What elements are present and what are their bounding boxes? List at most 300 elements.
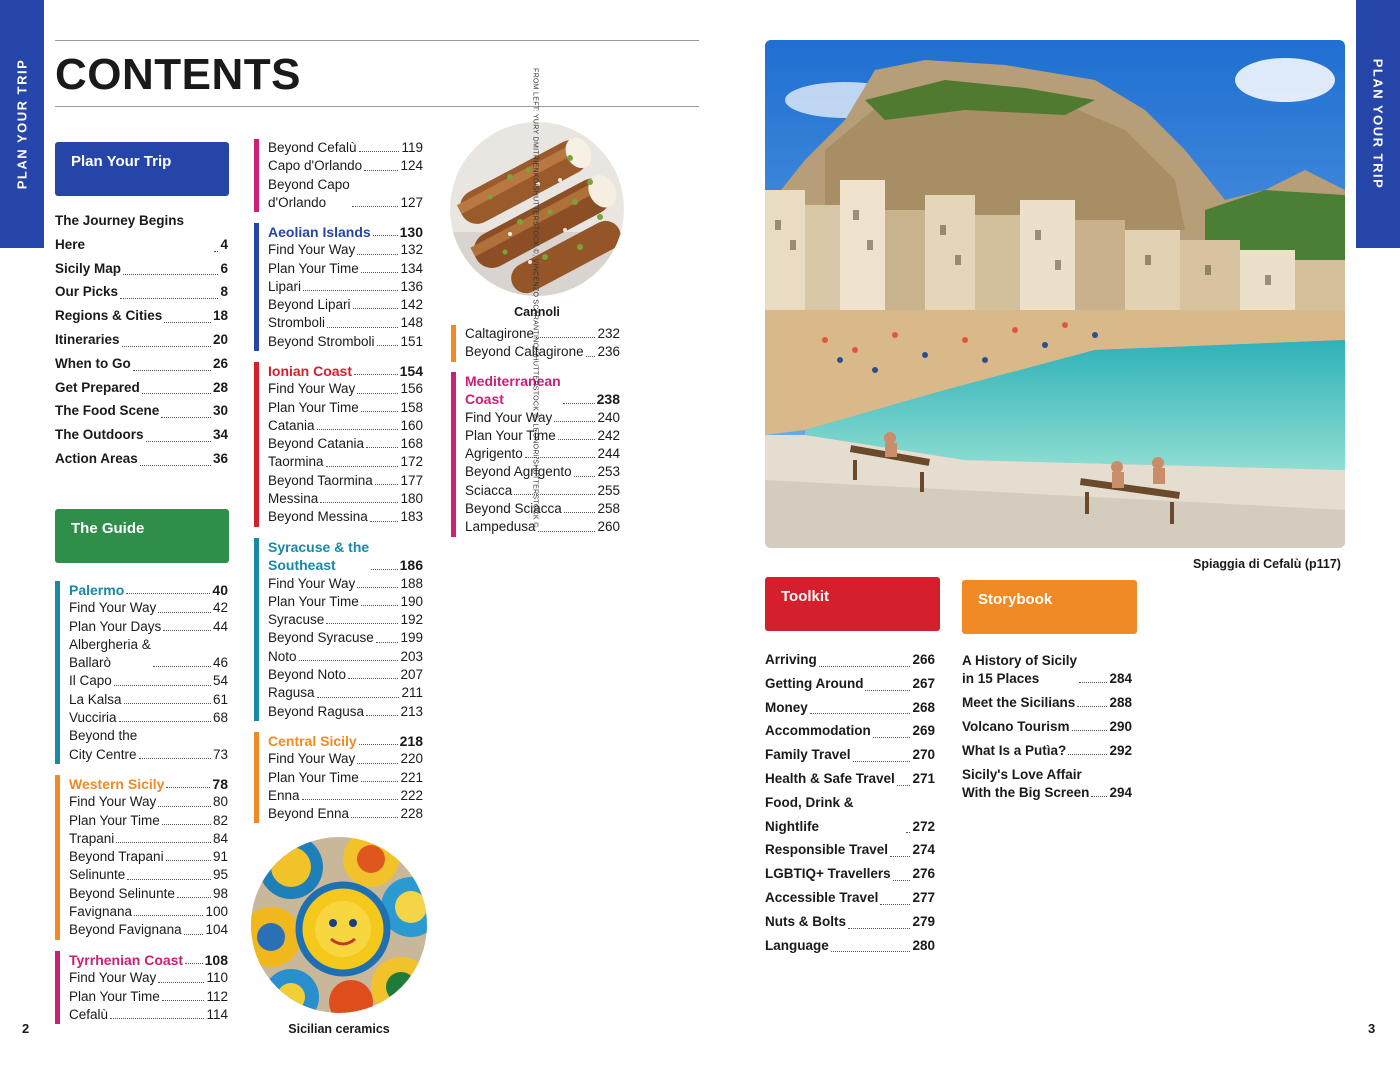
toc-entry-page: 136 — [400, 278, 423, 294]
toc-entry-label: Plan Your Time — [268, 769, 359, 785]
photo-credit-text: FROM LEFT: YURY DMITRIENKO/SHUTTERSTOCK ©, VINCENZO SCARANTINO/SHUTTERSTOCK ©, LEONORI/SHUTTERSTOCK © — [531, 68, 539, 528]
dot-leader — [153, 666, 211, 667]
toc-entry-label: Accommodation — [765, 723, 871, 739]
toc-entry[interactable] — [268, 296, 423, 314]
toc-entry[interactable] — [465, 325, 620, 343]
toc-entry[interactable] — [268, 508, 423, 526]
toc-entry-label: What Is a Putìa? — [962, 743, 1067, 758]
toc-entry-page: 104 — [205, 922, 228, 938]
toc-entry-page: 124 — [400, 158, 423, 174]
toc-entry[interactable] — [268, 732, 423, 750]
toc-entry-page: 44 — [212, 618, 228, 634]
toc-entry[interactable] — [268, 629, 423, 647]
toc-entry[interactable] — [465, 500, 620, 518]
toc-entry-label: Beyond Enna — [268, 806, 350, 822]
group-palermo — [55, 581, 228, 764]
toc-entry-page: 30 — [212, 403, 228, 419]
toc-entry-label: Stromboli — [268, 315, 326, 331]
toc-entry-label: Central Sicily — [268, 733, 357, 749]
toc-entry-label: The Food Scene — [55, 403, 160, 419]
toc-entry-label: Find Your Way — [465, 409, 553, 425]
toc-entry-label: Lipari — [268, 278, 302, 294]
toc-entry-label: Il Capo — [69, 673, 112, 689]
section-color-bar — [254, 732, 259, 823]
toc-entry[interactable] — [268, 176, 423, 213]
dot-leader — [371, 569, 397, 570]
toc-entry-page: 26 — [212, 355, 228, 371]
toc-entry-label: Health & Safe Travel — [765, 770, 895, 786]
toc-entry-label: Syracuse — [268, 612, 325, 628]
dot-leader — [865, 690, 910, 691]
dot-leader — [133, 370, 211, 371]
toc-entry[interactable] — [55, 376, 228, 400]
toc-entry-label: Ionian Coast — [268, 363, 353, 379]
toc-entry[interactable] — [465, 372, 620, 409]
toc-entry-label: Regions & Cities — [55, 308, 163, 324]
toolkit-header[interactable] — [765, 577, 940, 631]
toc-entry-label: Arriving — [765, 652, 817, 667]
dot-leader — [114, 685, 211, 686]
toc-entry-page: 54 — [212, 673, 228, 689]
toc-entry-label: Our Picks — [55, 284, 119, 300]
toc-entry-page: 80 — [212, 794, 228, 810]
side-tab-right — [1356, 0, 1400, 248]
toc-entry[interactable] — [268, 666, 423, 684]
dot-leader — [1079, 682, 1107, 683]
dot-leader — [558, 439, 596, 440]
toc-entry-page: 268 — [912, 699, 935, 715]
toc-entry[interactable] — [962, 718, 1132, 736]
toc-entry[interactable] — [465, 427, 620, 445]
toc-entry[interactable] — [55, 304, 228, 328]
dot-leader — [1091, 796, 1107, 797]
toc-entry[interactable] — [268, 703, 423, 721]
toc-entry-label: Beyond Trapani — [69, 849, 164, 865]
toc-entry-page: 177 — [400, 472, 423, 488]
toc-entry[interactable] — [69, 921, 228, 939]
section-color-bar — [254, 538, 259, 721]
toc-entry-label: The Journey Begins Here — [55, 213, 185, 252]
toc-entry-page: 238 — [596, 391, 620, 408]
toc-entry-page: 290 — [1109, 719, 1132, 734]
toc-entry-label: Plan Your Days — [69, 618, 162, 634]
toc-entry[interactable] — [69, 812, 228, 830]
group-ionian-coast — [254, 362, 423, 527]
toc-entry-page: 68 — [212, 710, 228, 726]
toc-entry[interactable] — [268, 314, 423, 332]
toc-entry-page: 73 — [212, 746, 228, 762]
toc-entry[interactable] — [268, 648, 423, 666]
toc-entry[interactable] — [55, 423, 228, 447]
toc-entry[interactable] — [268, 805, 423, 823]
toc-entry[interactable] — [465, 409, 620, 427]
dot-leader — [890, 856, 910, 857]
toc-entry-page: 276 — [912, 866, 935, 882]
toc-entry-page: 84 — [212, 830, 228, 846]
toc-entry[interactable] — [268, 333, 423, 351]
dot-leader — [353, 308, 399, 309]
toc-entry[interactable] — [465, 343, 620, 361]
dot-leader — [164, 322, 211, 323]
dot-leader — [361, 411, 399, 412]
dot-leader — [514, 494, 595, 495]
dot-leader — [359, 151, 400, 152]
toc-entry-label: Ragusa — [268, 685, 315, 701]
toc-entry[interactable] — [69, 775, 228, 793]
toc-entry[interactable] — [268, 611, 423, 629]
section-label: Toolkit — [781, 588, 830, 605]
dot-leader — [375, 484, 399, 485]
toc-entry[interactable] — [69, 581, 228, 599]
toc-entry-page: 180 — [400, 491, 423, 507]
toc-entry-label: Find Your Way — [69, 600, 157, 616]
toc-entry-page: 28 — [212, 379, 228, 395]
toc-entry[interactable] — [69, 672, 228, 690]
toc-entry-page: 269 — [912, 723, 935, 739]
toc-entry-page: 158 — [400, 399, 423, 415]
toc-entry-label: Find Your Way — [268, 242, 356, 258]
toc-entry-label: Sciacca — [465, 482, 513, 498]
toc-entry-page: 203 — [400, 648, 423, 664]
dot-leader — [110, 1018, 204, 1019]
dot-leader — [848, 928, 910, 929]
toc-entry-label: Enna — [268, 787, 300, 803]
toc-entry-page: 40 — [212, 582, 228, 598]
toc-entry-page: 148 — [400, 315, 423, 331]
dot-leader — [359, 744, 398, 745]
toc-entry[interactable] — [69, 903, 228, 921]
toc-entry-page: 46 — [212, 655, 228, 671]
toc-entry-label: Taormina — [268, 454, 324, 470]
dot-leader — [214, 251, 218, 252]
toc-entry-label: Tyrrhenian Coast — [69, 952, 184, 968]
toc-entry[interactable] — [268, 472, 423, 490]
toc-entry[interactable] — [268, 241, 423, 259]
toc-entry-label: Catania — [268, 417, 315, 433]
toc-entry-page: 18 — [212, 308, 228, 324]
toc-entry-label: Beyond Taormina — [268, 472, 373, 488]
toc-entry[interactable] — [465, 482, 620, 500]
toc-entry-label: Volcano Tourism — [962, 719, 1070, 734]
toc-entry-page: 142 — [400, 297, 423, 313]
toc-entry[interactable] — [962, 694, 1132, 712]
toc-entry[interactable] — [268, 575, 423, 593]
toc-entry-label: Language — [765, 937, 829, 953]
toc-entry-page: 271 — [912, 770, 935, 786]
toc-entry[interactable] — [268, 417, 423, 435]
toc-entry-label: Beyond Catania — [268, 436, 365, 452]
section-color-bar — [254, 223, 259, 351]
section-color-bar — [254, 139, 259, 212]
toc-entry-page: 232 — [597, 326, 620, 341]
dot-leader — [366, 447, 398, 448]
toc-entry-page: 34 — [212, 427, 228, 443]
toc-entry[interactable] — [268, 787, 423, 805]
group-tyrrhenian-coast — [55, 951, 228, 1024]
toc-entry-page: 270 — [912, 747, 935, 763]
toc-entry[interactable] — [765, 672, 935, 696]
toc-entry-label: Trapani — [69, 830, 115, 846]
dot-leader — [354, 374, 398, 375]
toc-entry[interactable] — [69, 727, 228, 764]
toc-entry[interactable] — [268, 684, 423, 702]
toc-entry-page: 4 — [220, 236, 228, 252]
page-number-right: 3 — [1368, 1021, 1376, 1036]
toc-entry-label: Selinunte — [69, 867, 126, 883]
plan-your-trip-header[interactable] — [55, 142, 229, 196]
toc-entry-label: Beyond Caltagirone — [465, 344, 584, 360]
dot-leader — [1068, 754, 1107, 755]
toc-entry-label: Sicily's Love Affair With the Big Screen — [962, 767, 1090, 800]
toc-entry[interactable] — [69, 885, 228, 903]
group-aeolian-islands — [254, 223, 423, 351]
toc-entry[interactable] — [765, 910, 935, 934]
dot-leader — [873, 737, 911, 738]
toc-entry[interactable] — [465, 463, 620, 481]
toc-entry-label: Beyond Selinunte — [69, 885, 175, 901]
toc-entry[interactable] — [55, 328, 228, 352]
toc-entry[interactable] — [765, 934, 935, 958]
cefalu-illustration — [765, 40, 1345, 548]
toc-entry[interactable] — [69, 951, 228, 969]
dot-leader — [317, 697, 400, 698]
toc-entry-page: 130 — [399, 224, 423, 240]
dot-leader — [134, 915, 203, 916]
section-color-bar — [254, 362, 259, 527]
storybook-header[interactable] — [962, 580, 1137, 634]
dot-leader — [142, 393, 211, 394]
dot-leader — [893, 880, 911, 881]
toc-entry[interactable] — [765, 743, 935, 767]
toc-entry[interactable] — [268, 538, 423, 575]
toc-entry[interactable] — [69, 830, 228, 848]
toc-entry-label: Itineraries — [55, 331, 120, 347]
toc-entry-page: 240 — [597, 409, 620, 425]
toc-entry-label: Find Your Way — [69, 970, 157, 986]
dot-leader — [538, 531, 596, 532]
toc-entry-page: 228 — [400, 806, 423, 822]
toc-entry-label: A History of Sicily in 15 Places — [962, 653, 1078, 686]
toc-entry-label: Caltagirone — [465, 326, 535, 341]
dot-leader — [139, 758, 211, 759]
toc-entry-page: 154 — [399, 363, 423, 379]
toc-entry[interactable] — [268, 435, 423, 453]
toc-entry-label: Western Sicily — [69, 776, 165, 792]
toc-entry[interactable] — [69, 848, 228, 866]
toc-entry-label: Messina — [268, 491, 319, 507]
toc-entry-label: Lampedusa — [465, 519, 536, 535]
toc-entry[interactable] — [765, 648, 935, 672]
dot-leader — [158, 806, 211, 807]
toc-entry-page: 294 — [1109, 785, 1132, 800]
toc-entry-page: 222 — [400, 787, 423, 803]
toc-entry[interactable] — [69, 599, 228, 617]
toc-entry[interactable] — [765, 791, 935, 839]
toc-entry[interactable] — [69, 691, 228, 709]
toc-entry[interactable] — [55, 257, 228, 281]
dot-leader — [162, 1000, 205, 1001]
toc-entry[interactable] — [765, 838, 935, 862]
toc-entry[interactable] — [69, 709, 228, 727]
toc-entry[interactable] — [465, 518, 620, 536]
toc-entry-label: Capo d'Orlando — [268, 158, 363, 174]
toc-entry-label: La Kalsa — [69, 691, 122, 707]
dot-leader — [906, 832, 910, 833]
dot-leader — [317, 429, 399, 430]
toc-entry-page: 160 — [400, 417, 423, 433]
toc-entry-label: Beyond Lipari — [268, 297, 351, 313]
toc-entry[interactable] — [69, 1006, 228, 1024]
section-label: The Guide — [71, 520, 145, 537]
toc-entry[interactable] — [268, 139, 423, 157]
toc-entry[interactable] — [69, 618, 228, 636]
toc-entry-label: Favignana — [69, 904, 133, 920]
toc-entry[interactable] — [69, 866, 228, 884]
toc-entry-label: Mediterranean Coast — [465, 373, 561, 408]
plan-your-trip-list — [55, 209, 228, 471]
toc-entry-page: 42 — [212, 600, 228, 616]
toc-entry-label: Beyond Agrigento — [465, 464, 572, 480]
toc-entry-page: 108 — [204, 952, 228, 968]
toc-entry[interactable] — [962, 652, 1132, 688]
toc-entry-label: Food, Drink & Nightlife — [765, 794, 854, 834]
dot-leader — [376, 642, 399, 643]
toc-entry-label: Get Prepared — [55, 379, 140, 395]
toc-entry[interactable] — [765, 886, 935, 910]
top-rule — [55, 40, 699, 41]
dot-leader — [377, 345, 399, 346]
toc-entry-label: Albergheria & Ballarò — [69, 636, 151, 671]
toc-entry-label: Sicily Map — [55, 260, 122, 276]
toc-entry[interactable] — [765, 719, 935, 743]
dot-leader — [127, 879, 211, 880]
toc-entry-label: Meet the Sicilians — [962, 695, 1076, 710]
toc-entry-page: 110 — [206, 970, 228, 986]
toc-entry[interactable] — [268, 750, 423, 768]
dot-leader — [853, 761, 911, 762]
dot-leader — [120, 298, 218, 299]
toc-entry-label: Beyond Noto — [268, 667, 347, 683]
dot-leader — [166, 860, 211, 861]
toc-entry-page: 98 — [212, 885, 228, 901]
toc-entry-page: 61 — [212, 691, 228, 707]
toc-entry[interactable] — [268, 362, 423, 380]
toc-entry[interactable] — [69, 988, 228, 1006]
page-title: CONTENTS — [55, 50, 301, 99]
dot-leader — [140, 465, 211, 466]
toc-entry-label: Palermo — [69, 582, 125, 598]
toc-entry-label: Find Your Way — [69, 794, 157, 810]
toc-entry[interactable] — [465, 445, 620, 463]
toc-entry-label: Vucciria — [69, 710, 117, 726]
the-guide-header[interactable] — [55, 509, 229, 563]
toc-entry[interactable] — [55, 209, 228, 257]
toc-entry-page: 207 — [400, 667, 423, 683]
toc-entry[interactable] — [268, 260, 423, 278]
toc-entry[interactable] — [268, 223, 423, 241]
toc-entry-page: 258 — [597, 501, 620, 517]
toc-entry[interactable] — [55, 399, 228, 423]
toc-entry[interactable] — [268, 453, 423, 471]
toc-entry[interactable] — [69, 969, 228, 987]
dot-leader — [819, 666, 911, 667]
toc-entry[interactable] — [268, 593, 423, 611]
photo-caption: Spiaggia di Cefalù (p117) — [1193, 557, 1341, 571]
toc-entry-page: 221 — [400, 769, 423, 785]
dot-leader — [361, 781, 399, 782]
toc-entry-page: 236 — [597, 344, 620, 360]
dot-leader — [1072, 730, 1108, 731]
dot-leader — [161, 417, 211, 418]
toc-entry[interactable] — [765, 696, 935, 720]
toc-entry-page: 156 — [400, 381, 423, 397]
toc-entry[interactable] — [268, 769, 423, 787]
dot-leader — [119, 721, 211, 722]
toc-entry-page: 274 — [912, 842, 935, 858]
toc-entry[interactable] — [69, 793, 228, 811]
side-tab-label: PLAN YOUR TRIP — [14, 58, 30, 190]
toc-entry-page: 91 — [212, 849, 228, 865]
toc-entry[interactable] — [765, 862, 935, 886]
toc-entry-page: 213 — [400, 703, 423, 719]
toc-entry-label: Accessible Travel — [765, 889, 879, 905]
toc-entry-page: 255 — [597, 482, 620, 498]
toc-entry[interactable] — [962, 742, 1132, 760]
dot-leader — [163, 630, 211, 631]
dot-leader — [146, 441, 211, 442]
toc-entry-label: Find Your Way — [268, 575, 356, 591]
title-rule — [55, 106, 699, 107]
toc-entry[interactable] — [55, 280, 228, 304]
toc-entry[interactable] — [962, 766, 1132, 802]
toc-entry-page: 188 — [400, 575, 423, 591]
dot-leader — [361, 272, 399, 273]
dot-leader — [357, 587, 398, 588]
group-tyrrhenian-cont — [254, 139, 423, 212]
section-label: Plan Your Trip — [71, 153, 172, 170]
toc-entry-page: 100 — [205, 904, 228, 920]
toc-entry[interactable] — [268, 278, 423, 296]
toc-entry-label: Beyond Favignana — [69, 922, 182, 938]
cefalu-beach-photo — [765, 40, 1345, 548]
group-western-sicily — [55, 775, 228, 940]
toc-entry[interactable] — [765, 767, 935, 791]
section-label: Storybook — [978, 591, 1053, 608]
storybook-list — [962, 652, 1132, 808]
toc-entry-page: 78 — [212, 776, 228, 792]
dot-leader — [897, 785, 911, 786]
toc-entry[interactable] — [55, 447, 228, 471]
toc-entry[interactable] — [55, 352, 228, 376]
toc-entry[interactable] — [268, 399, 423, 417]
toc-entry[interactable] — [268, 157, 423, 175]
toc-entry[interactable] — [69, 636, 228, 673]
dot-leader — [366, 715, 398, 716]
dot-leader — [327, 327, 398, 328]
toc-entry-page: 186 — [399, 557, 423, 574]
dot-leader — [122, 346, 211, 347]
toc-entry-page: 272 — [912, 818, 935, 834]
toc-entry[interactable] — [268, 490, 423, 508]
toc-entry-page: 119 — [401, 140, 423, 155]
dot-leader — [184, 934, 204, 935]
toc-entry-page: 277 — [912, 889, 935, 905]
section-color-bar — [55, 775, 60, 940]
toc-entry-label: Syracuse & the Southeast — [268, 539, 370, 574]
toc-entry-page: 288 — [1109, 695, 1132, 710]
dot-leader — [302, 799, 399, 800]
toc-entry[interactable] — [268, 380, 423, 398]
